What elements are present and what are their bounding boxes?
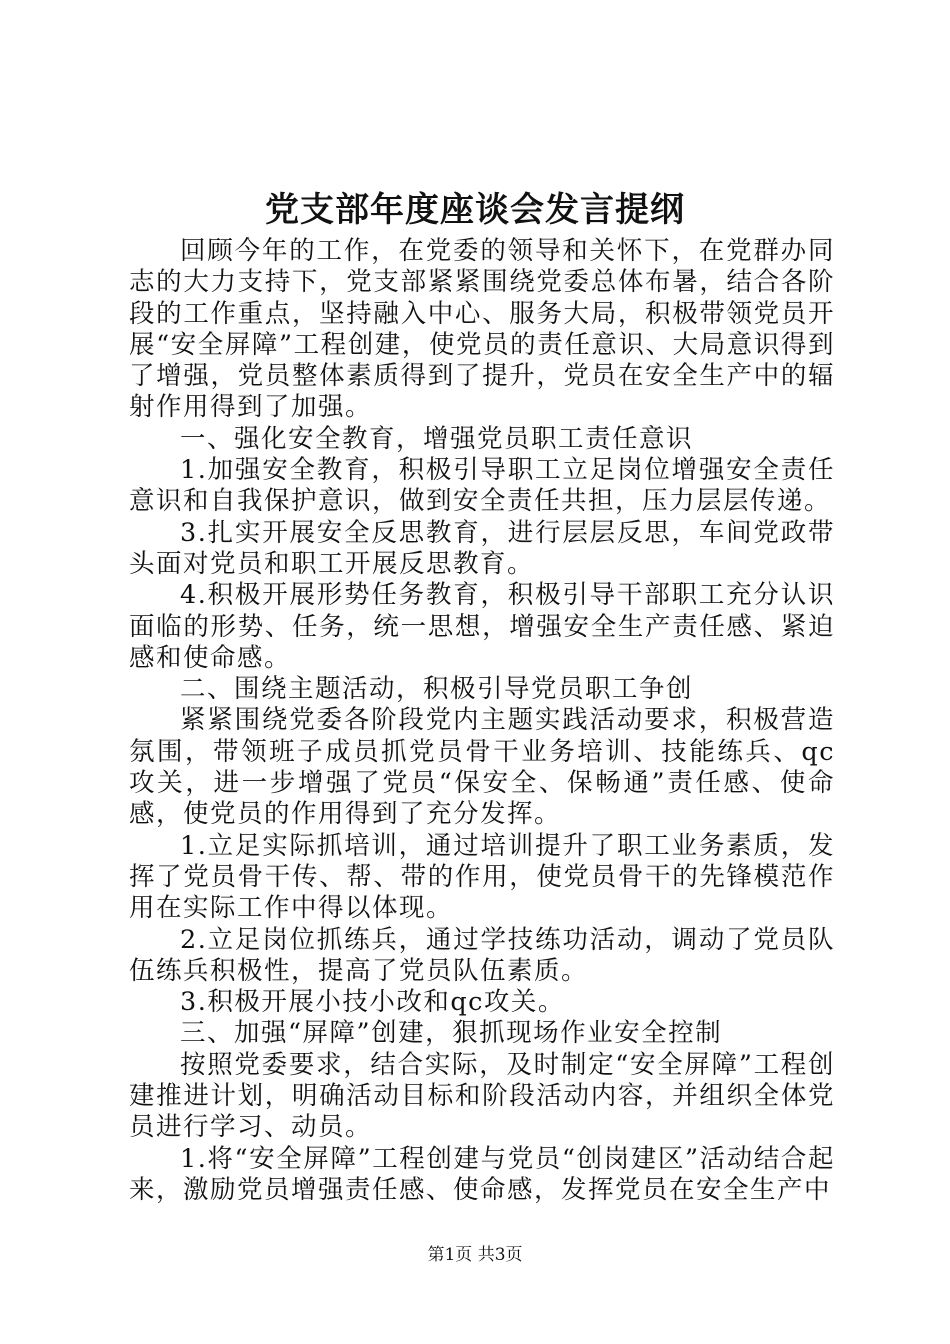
list-item: 3.积极开展小技小改和qc攻关。 (180, 987, 565, 1018)
page-footer: 第1页 共3页 (427, 1245, 523, 1265)
section-heading-2: 二、围绕主题活动，积极引导党员职工争创 (180, 674, 694, 705)
list-item: 1.加强安全教育，积极引导职工立足岗位增强安全责任意识和自我保护意识，做到安全责任共担，压力层层传递。 (129, 455, 835, 517)
section-heading-1: 一、强化安全教育，增强党员职工责任意识 (180, 423, 694, 454)
document-title: 党支部年度座谈会发言提纲 (265, 190, 685, 230)
list-item: 2.立足岗位抓练兵，通过学技练功活动，调动了党员队伍练兵积极性，提高了党员队伍素质。 (129, 924, 835, 986)
list-item: 1.将“安全屏障”工程创建与党员“创岗建区”活动结合起来，激励党员增强责任感、使命感，发挥党员在安全生产中 (129, 1143, 835, 1205)
paragraph-intro: 回顾今年的工作，在党委的领导和关怀下，在党群办同志的大力支持下，党支部紧紧围绕党委总体布暑，结合各阶段的工作重点，坚持融入中心、服务大局，积极带领党员开展“安全屏障”工程创建，使党员的责任意识、大局意识得到了增强，党员整体素质得到了提升，党员在安全生产中的辐射作用得到了加强。 (129, 236, 835, 423)
document-body (129, 236, 835, 1206)
paragraph: 紧紧围绕党委各阶段党内主题实践活动要求，积极营造氛围，带领班子成员抓党员骨干业务培训、技能练兵、qc攻关，进一步增强了党员“保安全、保畅通”责任感、使命感，使党员的作用得到了充分发挥。 (129, 705, 835, 830)
list-item: 3.扎实开展安全反思教育，进行层层反思，车间党政带头面对党员和职工开展反思教育。 (129, 517, 835, 579)
list-item: 4.积极开展形势任务教育，积极引导干部职工充分认识面临的形势、任务，统一思想，增强安全生产责任感、紧迫感和使命感。 (129, 580, 835, 673)
paragraph: 按照党委要求，结合实际，及时制定“安全屏障”工程创建推进计划，明确活动目标和阶段活动内容，并组织全体党员进行学习、动员。 (129, 1049, 835, 1143)
section-heading-3: 三、加强“屏障”创建，狠抓现场作业安全控制 (180, 1018, 723, 1049)
list-item: 1.立足实际抓培训，通过培训提升了职工业务素质，发挥了党员骨干传、帮、带的作用，使党员骨干的先锋模范作用在实际工作中得以体现。 (129, 830, 835, 924)
